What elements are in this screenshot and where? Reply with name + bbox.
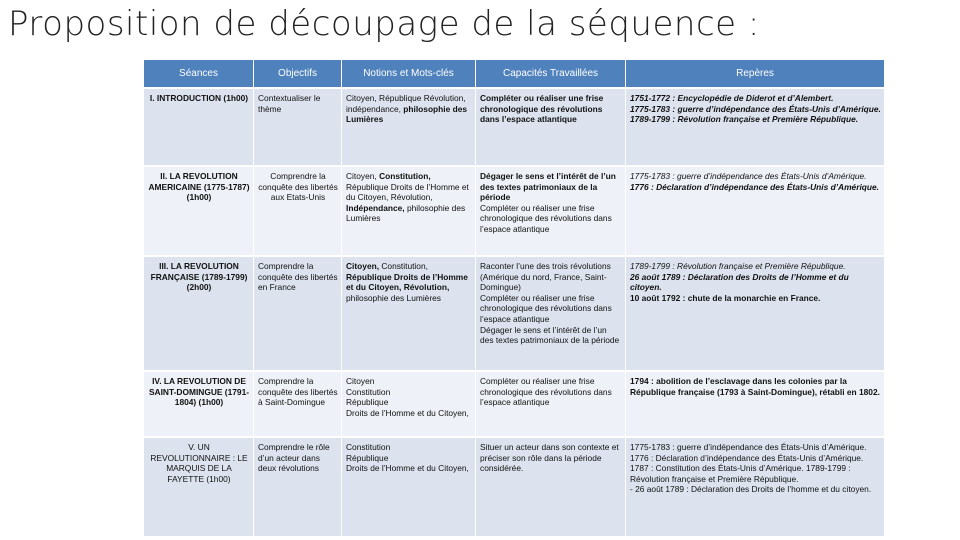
notion-text-bold: République Droits de l’Homme et du Citoyen, Révolution, bbox=[346, 271, 468, 293]
objectif-cell: Contextualiser le thème bbox=[254, 89, 342, 167]
capacites-cell: Compléter ou réaliser une frise chronologique des révolutions dans l’espace atlantique bbox=[476, 89, 626, 167]
table-row bbox=[144, 372, 884, 438]
capacite-line: Compléter ou réaliser une frise chronologique des révolutions dans l’espace atlantique bbox=[480, 202, 612, 234]
notions-cell bbox=[342, 167, 476, 257]
repere-line: 10 août 1792 : chute de la monarchie en France. bbox=[630, 292, 821, 303]
table-row bbox=[144, 438, 884, 538]
repere-line: 1776 : Déclaration d’indépendance des États-Unis d’Amérique. bbox=[630, 452, 864, 463]
notion-text: Citoyen, République Révolution, indépendance, bbox=[346, 93, 466, 114]
objectif-cell: Comprendre le rôle d’un acteur dans deux révolutions bbox=[254, 438, 342, 538]
notion-text: République Droits de l’Homme et du Citoyen, Révolution, bbox=[346, 181, 469, 203]
header-reperes: Repères bbox=[626, 60, 884, 89]
notion-text: philosophie des Lumières bbox=[346, 202, 466, 224]
repere-line: 1789-1799 : Révolution française et Première République. bbox=[630, 261, 846, 271]
reperes-cell bbox=[626, 89, 884, 167]
objectif-cell: Comprendre la conquête des libertés à Saint-Domingue bbox=[254, 372, 342, 438]
notions-cell bbox=[342, 438, 476, 538]
notions-cell bbox=[342, 372, 476, 438]
notion-text-bold: philosophie des Lumières bbox=[346, 103, 468, 125]
table-row bbox=[144, 167, 884, 257]
capacites-cell bbox=[476, 257, 626, 372]
repere-line: 1789-1799 : Révolution française et Première République. bbox=[630, 114, 859, 125]
notion-line: République bbox=[346, 452, 389, 463]
objectif-cell: Comprendre la conquête des libertés en France bbox=[254, 257, 342, 372]
notions-cell bbox=[342, 257, 476, 372]
sequence-table-wrapper bbox=[144, 60, 884, 538]
header-notions: Notions et Mots-clés bbox=[342, 60, 476, 89]
seance-cell: IV. LA REVOLUTION DE SAINT-DOMINGUE (1791-1804) (1h00) bbox=[144, 372, 254, 438]
notion-text-bold: Indépendance, bbox=[346, 202, 407, 213]
repere-line: 26 août 1789 : Déclaration des Droits de l’Homme et du citoyen. bbox=[630, 271, 849, 293]
repere-line: 1787 : Constitution des États-Unis d’Amérique. 1789-1799 : Révolution française et Première République. bbox=[630, 463, 851, 484]
repere-line: - 26 août 1789 : Déclaration des Droits de l’homme et du citoyen. bbox=[630, 484, 872, 495]
repere-line: 1776 : Déclaration d’indépendance des États-Unis d’Amérique. bbox=[630, 181, 879, 192]
notion-line: République bbox=[346, 397, 389, 408]
reperes-cell: 1794 : abolition de l’esclavage dans les colonies par la République française (1793 à Saint-Domingue), rétabli en 1802. bbox=[626, 372, 884, 438]
notion-text: philosophie des Lumières bbox=[346, 292, 441, 303]
notion-line: Constitution bbox=[346, 386, 391, 397]
header-capacites: Capacités Travaillées bbox=[476, 60, 626, 89]
sequence-table bbox=[144, 60, 884, 538]
header-seances: Séances bbox=[144, 60, 254, 89]
seance-cell: V. UN REVOLUTIONNAIRE : LE MARQUIS DE LA FAYETTE (1h00) bbox=[144, 438, 254, 538]
capacites-cell: Compléter ou réaliser une frise chronologique des révolutions dans l’espace atlantique bbox=[476, 372, 626, 438]
page-title: Proposition de découpage de la séquence : bbox=[8, 4, 760, 44]
repere-line: 1775-1783 : guerre d’indépendance des États-Unis d’Amérique. bbox=[630, 103, 881, 114]
seance-cell: I. INTRODUCTION (1h00) bbox=[144, 89, 254, 167]
capacite-line: Dégager le sens et l’intérêt de l’un des textes patrimoniaux de la période bbox=[480, 324, 620, 346]
notions-cell bbox=[342, 89, 476, 167]
table-row bbox=[144, 89, 884, 167]
table-header-row bbox=[144, 60, 884, 89]
table-row bbox=[144, 257, 884, 372]
header-objectifs: Objectifs bbox=[254, 60, 342, 89]
reperes-cell bbox=[626, 438, 884, 538]
capacites-cell bbox=[476, 167, 626, 257]
repere-line: 1751-1772 : Encyclopédie de Diderot et d’Alembert. bbox=[630, 93, 834, 103]
capacite-line: Compléter ou réaliser une frise chronologique des révolutions dans l’espace atlantique bbox=[480, 292, 612, 324]
notion-line: Constitution bbox=[346, 442, 391, 452]
notion-text-bold: Constitution, bbox=[379, 171, 431, 181]
notion-text-bold: Citoyen, bbox=[346, 261, 382, 271]
reperes-cell bbox=[626, 257, 884, 372]
notion-text: Citoyen, bbox=[346, 171, 380, 181]
capacites-cell: Situer un acteur dans son contexte et préciser son rôle dans la période considérée. bbox=[476, 438, 626, 538]
notion-line: Droits de l’Homme et du Citoyen, bbox=[346, 407, 469, 418]
capacite-line: Dégager le sens et l’intérêt de l’un des textes patrimoniaux de la période bbox=[480, 171, 616, 203]
capacite-line: Raconter l’une des trois révolutions (Amérique du nord, France, Saint-Domingue) bbox=[480, 261, 611, 293]
repere-line: 1775-1783 : guerre d’indépendance des États-Unis d’Amérique. bbox=[630, 442, 867, 452]
objectif-cell: Comprendre la conquête des libertés aux Etats-Unis bbox=[254, 167, 342, 257]
repere-line: 1775-1783 : guerre d’indépendance des États-Unis d’Amérique. bbox=[630, 171, 867, 181]
reperes-cell bbox=[626, 167, 884, 257]
notion-line: Droits de l’Homme et du Citoyen, bbox=[346, 463, 469, 474]
notion-text: Constitution, bbox=[381, 261, 428, 271]
seance-cell: III. LA REVOLUTION FRANÇAISE (1789-1799) (2h00) bbox=[144, 257, 254, 372]
notion-line: Citoyen bbox=[346, 376, 375, 386]
seance-cell: II. LA REVOLUTION AMERICAINE (1775-1787) (1h00) bbox=[144, 167, 254, 257]
